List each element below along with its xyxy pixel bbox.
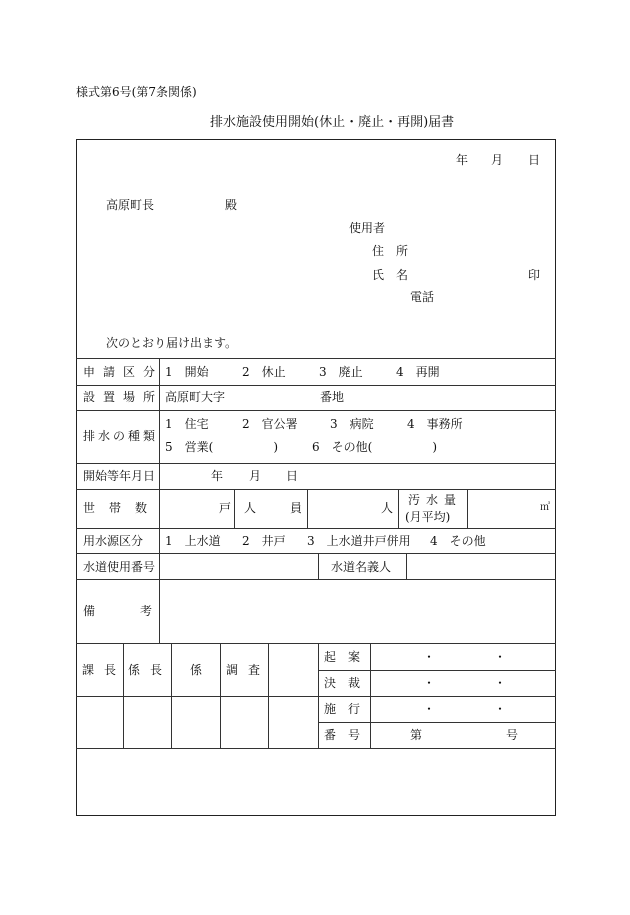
office-role: 係長 xyxy=(128,663,173,677)
remarks-label-a: 備 xyxy=(83,604,96,618)
start-date-label: 開始等年月日 xyxy=(83,469,156,483)
application-type-option[interactable]: 4 再開 xyxy=(396,365,440,379)
name-label: 氏 名 xyxy=(372,268,409,282)
drainage-option[interactable]: 2 官公署 xyxy=(242,417,298,431)
drainage-option[interactable]: 1 住宅 xyxy=(165,417,209,431)
water-holder-label: 水道名義人 xyxy=(331,560,392,574)
drainage-option[interactable]: 5 営業( ) xyxy=(165,440,278,454)
date-month: 月 xyxy=(491,153,504,167)
seal-mark: 印 xyxy=(528,268,541,282)
start-date-year: 年 xyxy=(211,469,224,483)
office-role: 課長 xyxy=(82,663,127,677)
office-step: 番 号 xyxy=(324,728,361,742)
location-town: 高原町大字 xyxy=(165,390,226,404)
form-title: 排水施設使用開始(休止・廃止・再開)届書 xyxy=(210,115,455,130)
date-dot: ・ xyxy=(423,702,436,716)
application-type-option[interactable]: 1 開始 xyxy=(165,365,209,379)
number-suffix: 号 xyxy=(506,728,519,742)
start-date-month: 月 xyxy=(249,469,262,483)
phone-label: 電話 xyxy=(410,290,435,304)
office-role: 調査 xyxy=(226,663,271,677)
persons-unit: 人 xyxy=(381,501,394,515)
location-label: 設置場所 xyxy=(83,390,164,404)
application-type-label: 申請区分 xyxy=(83,365,164,379)
household-unit: 戸 xyxy=(219,501,232,515)
office-step: 決 裁 xyxy=(324,676,361,690)
applicant-heading: 使用者 xyxy=(349,221,386,235)
addressee-name: 高原町長 xyxy=(106,198,155,212)
date-dot: ・ xyxy=(423,676,436,690)
location-lot: 番地 xyxy=(320,390,345,404)
drainage-option[interactable]: 3 病院 xyxy=(330,417,374,431)
address-label: 住 所 xyxy=(372,244,409,258)
volume-unit: ㎥ xyxy=(540,502,550,513)
number-prefix: 第 xyxy=(410,728,423,742)
office-role: 係 xyxy=(190,663,203,677)
remarks-label-b: 考 xyxy=(140,604,153,618)
start-date-day: 日 xyxy=(286,469,299,483)
water-source-option[interactable]: 4 その他 xyxy=(430,534,486,548)
addressee-honorific: 殿 xyxy=(225,198,238,212)
date-dot: ・ xyxy=(494,702,507,716)
date-dot: ・ xyxy=(494,676,507,690)
water-source-option[interactable]: 3 上水道井戸併用 xyxy=(307,534,411,548)
application-type-option[interactable]: 2 休止 xyxy=(242,365,286,379)
water-number-label: 水道使用番号 xyxy=(83,560,156,574)
date-dot: ・ xyxy=(494,650,507,664)
statement-text: 次のとおり届け出ます。 xyxy=(106,336,238,350)
drainage-option[interactable]: 6 その他( ) xyxy=(312,440,437,454)
water-source-option[interactable]: 1 上水道 xyxy=(165,534,221,548)
date-year: 年 xyxy=(456,153,469,167)
water-source-option[interactable]: 2 井戸 xyxy=(242,534,286,548)
office-step: 起 案 xyxy=(324,650,361,664)
drainage-option[interactable]: 4 事務所 xyxy=(407,417,463,431)
sewage-sub: (月平均) xyxy=(405,510,451,524)
sewage-label: 汚水量 xyxy=(408,493,463,507)
persons-label: 人員 xyxy=(244,501,337,515)
water-source-label: 用水源区分 xyxy=(83,534,144,548)
form-number: 様式第6号(第7条関係) xyxy=(76,85,197,99)
drainage-type-label: 排水の種類 xyxy=(83,429,159,443)
office-step: 施 行 xyxy=(324,702,361,716)
date-day: 日 xyxy=(528,153,541,167)
date-dot: ・ xyxy=(423,650,436,664)
household-label: 世帯数 xyxy=(83,501,162,515)
application-type-option[interactable]: 3 廃止 xyxy=(319,365,363,379)
